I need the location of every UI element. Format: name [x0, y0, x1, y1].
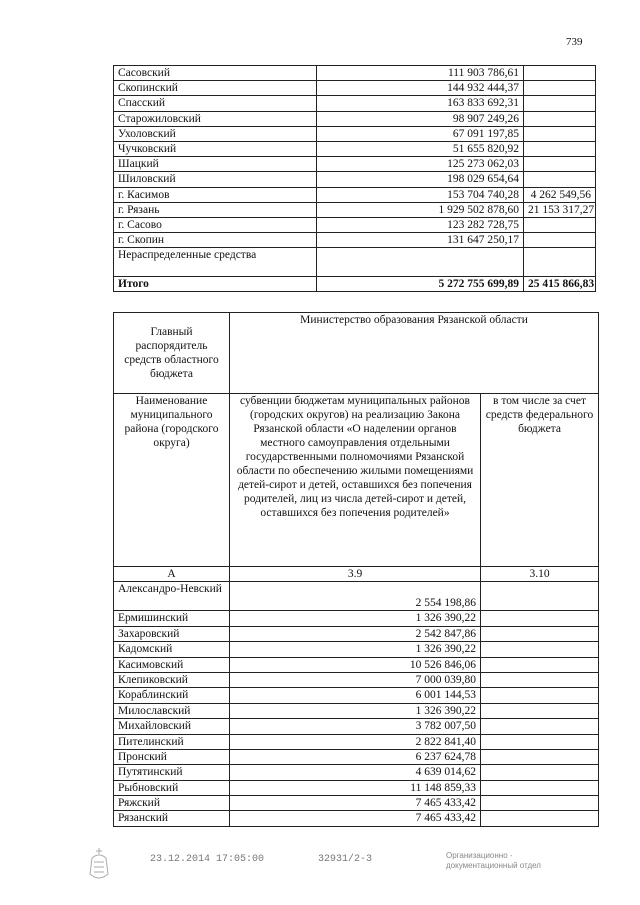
column-index-a: А	[114, 567, 230, 582]
district-name: Шиловский	[114, 172, 317, 187]
table-row	[114, 187, 596, 202]
grand-total-amount: 5 272 755 699,89	[317, 277, 524, 292]
district-name: Кадомский	[114, 642, 230, 657]
federal-amount	[481, 611, 599, 626]
total-amount: 153 704 740,28	[317, 187, 524, 202]
unallocated-total	[317, 248, 524, 277]
district-name: г. Касимов	[114, 187, 317, 202]
subvention-amount: 1 326 390,22	[230, 611, 481, 626]
grand-total-federal: 25 415 866,83	[524, 277, 596, 292]
subvention-amount: 2 554 198,86	[230, 582, 481, 611]
table-row	[114, 749, 599, 764]
federal-amount	[524, 217, 596, 232]
district-name: Спасский	[114, 96, 317, 111]
federal-amount	[481, 780, 599, 795]
top-budget-table	[113, 65, 596, 292]
column-index-3-9: 3.9	[230, 567, 481, 582]
federal-amount	[481, 703, 599, 718]
table-row	[114, 202, 596, 217]
subvention-amount: 2 542 847,86	[230, 626, 481, 641]
subvention-amount: 7 000 039,80	[230, 672, 481, 687]
total-row	[114, 277, 596, 292]
federal-amount: 21 153 317,27	[524, 202, 596, 217]
subvention-amount: 7 465 433,42	[230, 811, 481, 826]
footer-datetime: 23.12.2014 17:05:00	[150, 854, 265, 865]
total-amount: 163 833 692,31	[317, 96, 524, 111]
column-index-row	[114, 567, 599, 582]
table-row	[114, 172, 596, 187]
table-row	[114, 81, 596, 96]
district-name: г. Сасово	[114, 217, 317, 232]
table-row	[114, 141, 596, 156]
federal-amount	[481, 642, 599, 657]
total-label: Итого	[114, 277, 317, 292]
table-row	[114, 780, 599, 795]
district-name: Захаровский	[114, 626, 230, 641]
table-row	[114, 719, 599, 734]
total-amount: 198 029 654,64	[317, 172, 524, 187]
column-index-3-10: 3.10	[481, 567, 599, 582]
table-row	[114, 233, 596, 248]
district-name: Пронский	[114, 749, 230, 764]
federal-amount	[481, 719, 599, 734]
table-row	[114, 672, 599, 687]
federal-amount: 4 262 549,56	[524, 187, 596, 202]
subvention-amount: 10 526 846,06	[230, 657, 481, 672]
district-name: Скопинский	[114, 81, 317, 96]
total-amount: 131 647 250,17	[317, 233, 524, 248]
subvention-amount: 6 001 144,53	[230, 688, 481, 703]
federal-amount	[524, 111, 596, 126]
district-name: Милославский	[114, 703, 230, 718]
federal-amount	[524, 141, 596, 156]
subvention-amount: 3 782 007,50	[230, 719, 481, 734]
federal-amount	[524, 96, 596, 111]
page-number: 739	[566, 36, 583, 48]
unallocated-label: Нераспределенные средства	[114, 248, 317, 277]
table-row	[114, 703, 599, 718]
table-row	[114, 796, 599, 811]
table-row	[114, 626, 599, 641]
district-name: Чучковский	[114, 141, 317, 156]
table-row	[114, 657, 599, 672]
federal-column-header: в том числе за счет средств федерального бюджета	[481, 394, 599, 567]
district-name: Ряжский	[114, 796, 230, 811]
subvention-amount: 7 465 433,42	[230, 796, 481, 811]
table-row	[114, 811, 599, 826]
district-name: Путятинский	[114, 765, 230, 780]
table-row	[114, 157, 596, 172]
district-name: Рязанский	[114, 811, 230, 826]
district-name: Клепиковский	[114, 672, 230, 687]
table-row	[114, 765, 599, 780]
district-column-header: Наименование муниципального района (городского округа)	[114, 394, 230, 567]
table-row	[114, 611, 599, 626]
table-row	[114, 642, 599, 657]
total-amount: 125 273 062,03	[317, 157, 524, 172]
unallocated-federal	[524, 248, 596, 277]
federal-amount	[481, 811, 599, 826]
header-row-distributor	[114, 313, 599, 394]
federal-amount	[481, 582, 599, 611]
subvention-amount: 6 237 624,78	[230, 749, 481, 764]
distributor-label: Главный распорядитель средств областного бюджета	[114, 313, 230, 394]
total-amount: 1 929 502 878,60	[317, 202, 524, 217]
district-name: Кораблинский	[114, 688, 230, 703]
table-row	[114, 126, 596, 141]
footer-department-stamp	[446, 851, 541, 871]
federal-amount	[481, 765, 599, 780]
subvention-amount: 2 822 841,40	[230, 734, 481, 749]
bottom-budget-table	[113, 312, 599, 827]
federal-amount	[524, 233, 596, 248]
total-amount: 98 907 249,26	[317, 111, 524, 126]
federal-amount	[481, 734, 599, 749]
footer-stamp-line1: Организационно -	[446, 851, 513, 860]
total-amount: 51 655 820,92	[317, 141, 524, 156]
total-amount: 67 091 197,85	[317, 126, 524, 141]
total-amount: 111 903 786,61	[317, 66, 524, 81]
table-row	[114, 96, 596, 111]
header-row-columns	[114, 394, 599, 567]
federal-amount	[524, 157, 596, 172]
district-name: Ермишинский	[114, 611, 230, 626]
unallocated-row	[114, 248, 596, 277]
district-name: Сасовский	[114, 66, 317, 81]
federal-amount	[481, 657, 599, 672]
district-name: Пителинский	[114, 734, 230, 749]
federal-amount	[524, 126, 596, 141]
table-row	[114, 66, 596, 81]
federal-amount	[524, 172, 596, 187]
subvention-amount: 11 148 859,33	[230, 780, 481, 795]
table-row	[114, 217, 596, 232]
district-name: г. Рязань	[114, 202, 317, 217]
district-name: Касимовский	[114, 657, 230, 672]
district-name: г. Скопин	[114, 233, 317, 248]
subvention-amount: 1 326 390,22	[230, 703, 481, 718]
subvention-amount: 4 639 014,62	[230, 765, 481, 780]
federal-amount	[481, 688, 599, 703]
total-amount: 144 932 444,37	[317, 81, 524, 96]
emblem-icon	[84, 846, 114, 884]
district-name: Ухоловский	[114, 126, 317, 141]
federal-amount	[524, 66, 596, 81]
subvention-column-header: субвенции бюджетам муниципальных районов (городских округов) на реализацию Закона Рязанской области «О наделении органов местного самоуправления отдельными государственными полномочиями Рязанской области по обеспечению жилыми помещениями детей-сирот и детей, оставшихся без попечения родителей, лиц из числа детей-сирот и детей, оставшихся без попечения родителей»	[230, 394, 481, 567]
district-name: Михайловский	[114, 719, 230, 734]
subvention-amount: 1 326 390,22	[230, 642, 481, 657]
table-row	[114, 734, 599, 749]
federal-amount	[524, 81, 596, 96]
federal-amount	[481, 672, 599, 687]
table-row	[114, 688, 599, 703]
total-amount: 123 282 728,75	[317, 217, 524, 232]
federal-amount	[481, 796, 599, 811]
table-row	[114, 582, 599, 611]
district-name: Шацкий	[114, 157, 317, 172]
district-name: Александро-Невский	[114, 582, 230, 611]
district-name: Старожиловский	[114, 111, 317, 126]
footer-doc-number: 32931/2-3	[318, 854, 373, 865]
federal-amount	[481, 626, 599, 641]
district-name: Рыбновский	[114, 780, 230, 795]
federal-amount	[481, 749, 599, 764]
table-row	[114, 111, 596, 126]
ministry-name: Министерство образования Рязанской области	[230, 313, 599, 394]
footer-stamp-line2: документационный отдел	[446, 861, 541, 870]
